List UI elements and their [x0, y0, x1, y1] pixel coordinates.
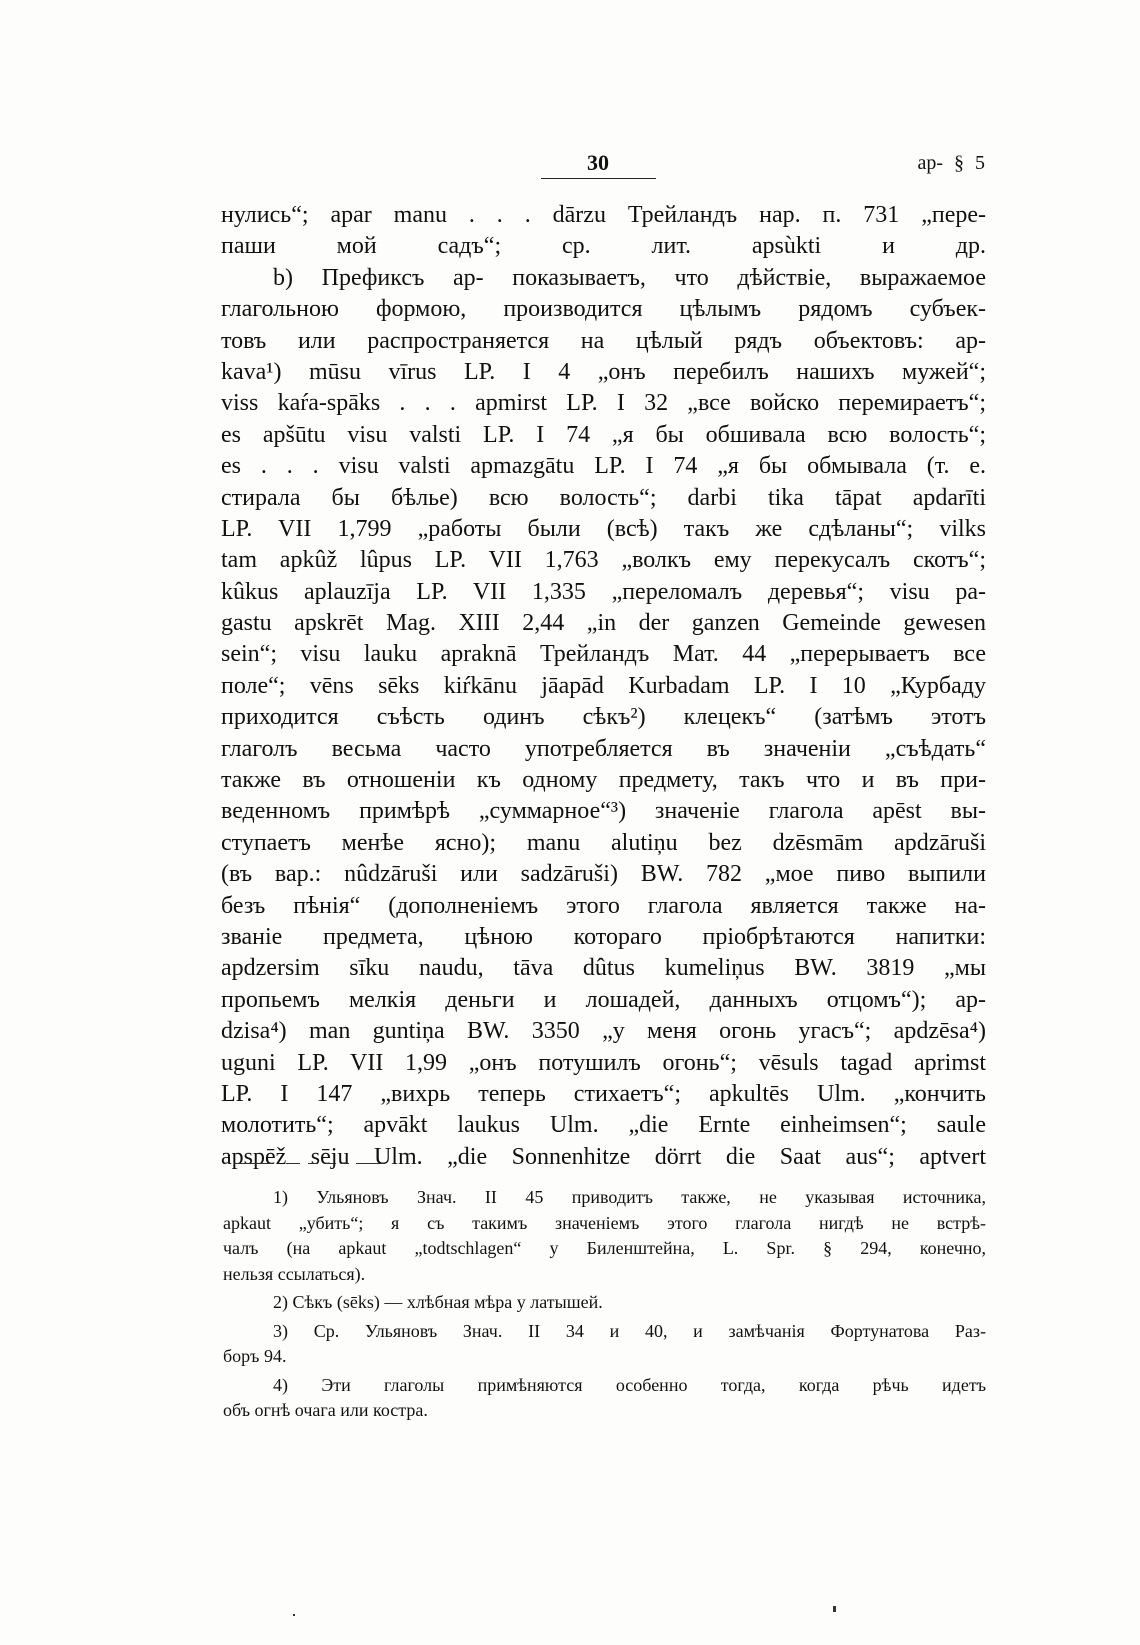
body-line: kava¹) mūsu vīrus LP. I 4 „онъ перебилъ нашихъ мужей“;: [221, 358, 986, 385]
footnote: [223, 1185, 986, 1287]
body-line: безъ пѣнія“ (дополненіемъ этого глагола является также на-: [221, 892, 986, 919]
footnote-line: 4) Эти глаголы примѣняются особенно тогда, когда рѣчь идетъ: [273, 1374, 986, 1395]
footnote: [223, 1373, 986, 1424]
body-line: (въ вар.: nûdzāruši или sadzāruši) BW. 782 „мое пиво выпили: [221, 861, 986, 888]
body-line: sein“; visu lauku apraknā Трейландъ Мат. 44 „перерываетъ все: [221, 641, 986, 668]
footnote-line: 2) Сѣкъ (sēks) — хлѣбная мѣра у латышей.: [273, 1292, 603, 1312]
footnotes: [223, 1185, 986, 1427]
body-line: kûkus aplauzīja LP. VII 1,335 „переломалъ деревья“; visu pa-: [221, 578, 986, 605]
footnote-line: чалъ (на apkaut „todtschlagen“ у Биленштейна, L. Spr. § 294, конечно,: [223, 1238, 986, 1258]
footnote-line: нельзя ссылаться).: [223, 1263, 366, 1284]
body-line: также въ отношеніи къ одному предмету, такъ что и въ при-: [221, 767, 986, 794]
body-line: глагольною формою, производится цѣлымъ рядомъ субъек-: [221, 296, 986, 323]
body-line: viss kaŕa-spāks . . . apmirst LP. I 32 „все войско перемираетъ“;: [221, 390, 986, 417]
footnote: [223, 1290, 986, 1316]
body-line: стирала бы бѣлье) всю волость“; darbi tika tāpat apdarīti: [221, 484, 986, 511]
body-line: LP. VII 1,799 „работы были (всѣ) такъ же сдѣланы“; vilks: [221, 515, 986, 542]
body-line: es . . . visu valsti apmazgātu LP. I 74 „я бы обмывала (т. е.: [221, 453, 986, 480]
body-line: b) Префиксъ ap- показываетъ, что дѣйствіе, выражаемое: [273, 264, 986, 291]
body-line: поле“; vēns sēks kiŕkānu jāapād Kurbadam LP. I 10 „Курбаду: [221, 672, 986, 699]
footnote-line: 1) Ульяновъ Знач. II 45 приводитъ также, не указывая источника,: [273, 1187, 986, 1207]
footnote-separator: [234, 1163, 384, 1165]
body-line: gastu apskrēt Mag. XIII 2,44 „in der ganzen Gemeinde gewesen: [221, 610, 986, 637]
footnote: [223, 1319, 986, 1370]
page-number: 30: [587, 150, 609, 175]
body-line: паши мой садъ“; ср. лит. apsùkti и др.: [221, 233, 986, 260]
body-line: es apšūtu visu valsti LP. I 74 „я бы обшивала всю волость“;: [221, 421, 986, 448]
page-header: [223, 150, 985, 190]
body-line: приходится съѣсть одинъ сѣкъ²) клецекъ“ (затѣмъ этотъ: [221, 704, 986, 731]
body-line: ступаетъ менѣе ясно); manu alutiņu bez dzēsmām apdzāruši: [221, 829, 986, 856]
body-line: молотить“; apvākt laukus Ulm. „die Ernte einheimsen“; saule: [221, 1112, 986, 1139]
body-line: dzisa⁴) man guntiņa BW. 3350 „у меня огонь угасъ“; apdzēsa⁴): [221, 1018, 986, 1045]
body-line: званіе предмета, цѣною котораго пріобрѣтаются напитки:: [221, 923, 986, 950]
running-head: ap- § 5: [917, 152, 985, 174]
body-text: [221, 200, 986, 1173]
body-line: apspēž sēju Ulm. „die Sonnenhitze dörrt die Saat aus“; aptvert: [221, 1143, 986, 1170]
footnote-line: 3) Ср. Ульяновъ Знач. II 34 и 40, и замѣчанія Фортунатова Раз-: [273, 1320, 986, 1341]
body-line: глаголъ весьма часто употребляется въ значеніи „съѣдать“: [221, 735, 986, 762]
body-line: веденномъ примѣрѣ „суммарное“³) значеніе глагола apēst вы-: [221, 798, 986, 825]
footnote-line: объ огнѣ очага или костра.: [223, 1400, 428, 1420]
body-line: товъ или распространяется на цѣлый рядъ объектовъ: ap-: [221, 327, 986, 354]
body-line: нулись“; apar manu . . . dārzu Трейландъ нар. п. 731 „пере-: [221, 202, 986, 228]
body-line: LP. I 147 „вихрь теперь стихаетъ“; apkultēs Ulm. „кончить: [221, 1080, 986, 1107]
footnote-line: apkaut „убить“; я съ такимъ значеніемъ этого глагола нигдѣ не встрѣ-: [223, 1212, 986, 1233]
body-line: uguni LP. VII 1,99 „онъ потушилъ огонь“; vēsuls tagad aprimst: [221, 1049, 986, 1076]
body-line: tam apkûž lûpus LP. VII 1,763 „волкъ ему перекусалъ скотъ“;: [221, 547, 986, 574]
footnote-line: боръ 94.: [223, 1346, 287, 1366]
page-number-rule: [541, 178, 656, 179]
body-line: apdzersim sīku naudu, tāva dûtus kumeliņus BW. 3819 „мы: [221, 955, 986, 982]
scan-specks: [293, 1606, 893, 1626]
body-line: пропьемъ мелкія деньги и лошадей, данныхъ отцомъ“); ap-: [221, 986, 986, 1013]
